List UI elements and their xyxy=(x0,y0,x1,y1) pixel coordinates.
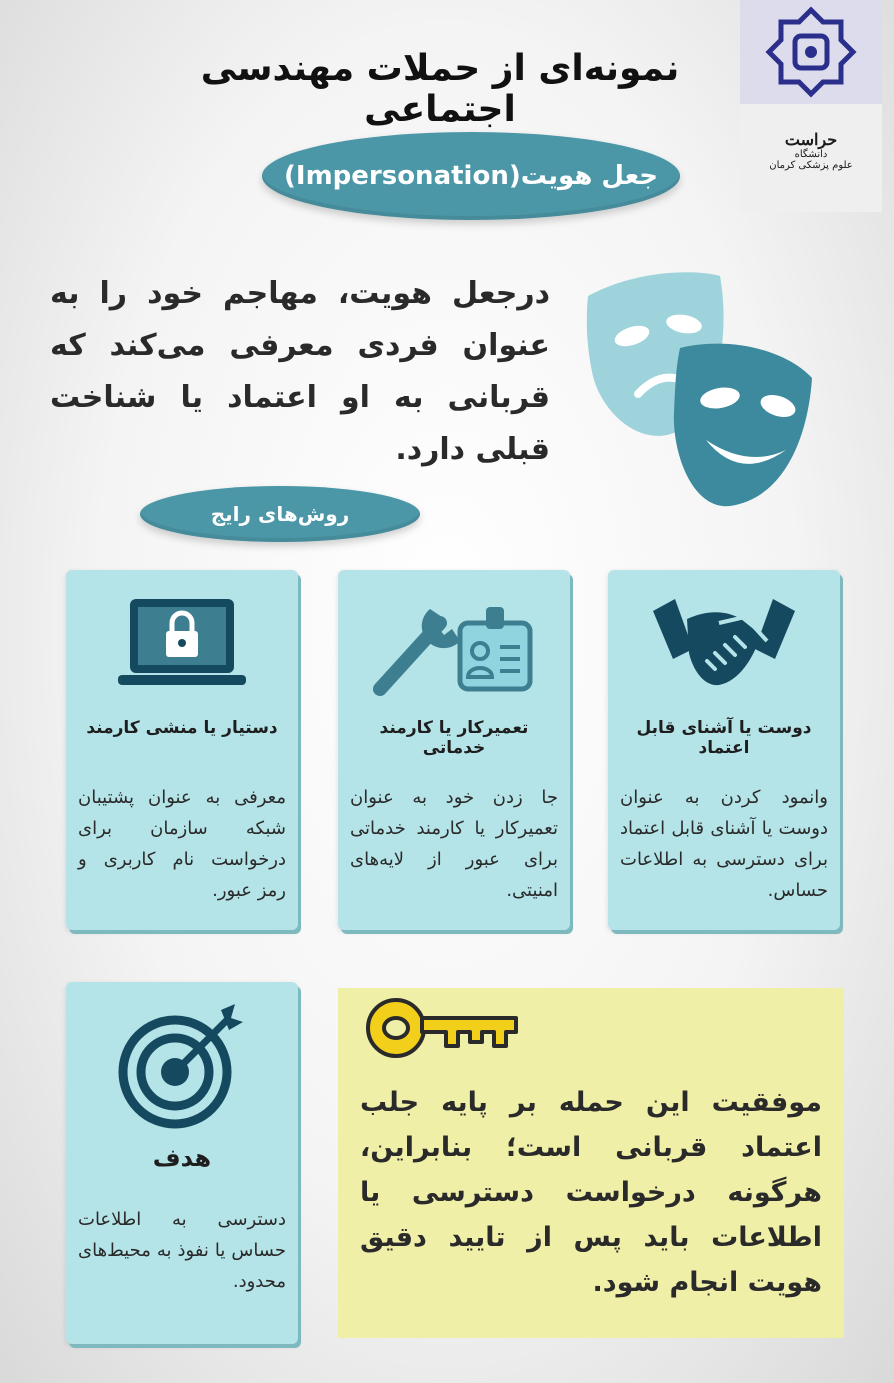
card-trusted-friend xyxy=(608,570,840,930)
card-title: تعمیرکار یا کارمند خدماتی xyxy=(379,718,529,758)
card-repairman xyxy=(338,570,570,930)
laptop-lock-icon xyxy=(66,584,298,704)
logo-emblem xyxy=(740,0,882,104)
key-note-box xyxy=(338,988,844,1338)
goal-text: دسترسی به اطلاعات حساس یا نفوذ به محیط‌های محدود. xyxy=(78,1209,286,1292)
section-heading-pill xyxy=(262,132,680,220)
methods-heading-pill xyxy=(140,486,420,542)
logo-org-sub2: علوم پزشکی کرمان xyxy=(769,160,853,171)
card-text: جا زدن خود به عنوان تعمیرکار یا کارمند خدماتی برای عبور از لایه‌های امنیتی. xyxy=(350,787,558,901)
card-title: دستیار یا منشی کارمند xyxy=(86,718,278,738)
key-icon xyxy=(362,988,522,1068)
card-title: دوست یا آشنای قابل اعتماد xyxy=(636,718,812,758)
emblem-icon xyxy=(751,6,871,98)
goal-title: هدف xyxy=(152,1144,212,1172)
card-text: وانمود کردن به عنوان دوست یا آشنای قابل اعتماد برای دسترسی به اطلاعات حساس. xyxy=(620,787,828,901)
card-text: معرفی به عنوان پشتیبان شبکه سازمان برای درخواست نام کاربری و رمز عبور. xyxy=(78,787,286,901)
handshake-icon xyxy=(608,584,840,704)
card-assistant xyxy=(66,570,298,930)
key-note-text: موفقیت این حمله بر پایه جلب اعتماد قربانی است؛ بنابراین، هرگونه درخواست دسترسی یا اطلاعات باید پس از تایید دقیق هویت انجام شود. xyxy=(360,1087,822,1298)
intro-paragraph: درجعل هویت، مهاجم خود را به عنوان فردی معرفی می‌کند که قربانی به او اعتماد یا شناخت قبلی دارد. xyxy=(50,276,550,467)
logo-org-name: حراست xyxy=(784,130,838,149)
logo-org-sub1: دانشگاه xyxy=(794,149,828,160)
theater-masks-icon xyxy=(580,262,820,512)
page-title: نمونه‌ای از حملات مهندسی اجتماعی xyxy=(200,48,680,130)
methods-heading: روش‌های رایج xyxy=(210,502,350,526)
university-logo xyxy=(740,0,882,212)
target-icon xyxy=(66,1000,298,1130)
wrench-id-badge-icon xyxy=(338,584,570,704)
card-goal xyxy=(66,982,298,1344)
section-heading: جعل هویت(Impersonation) xyxy=(284,161,659,191)
